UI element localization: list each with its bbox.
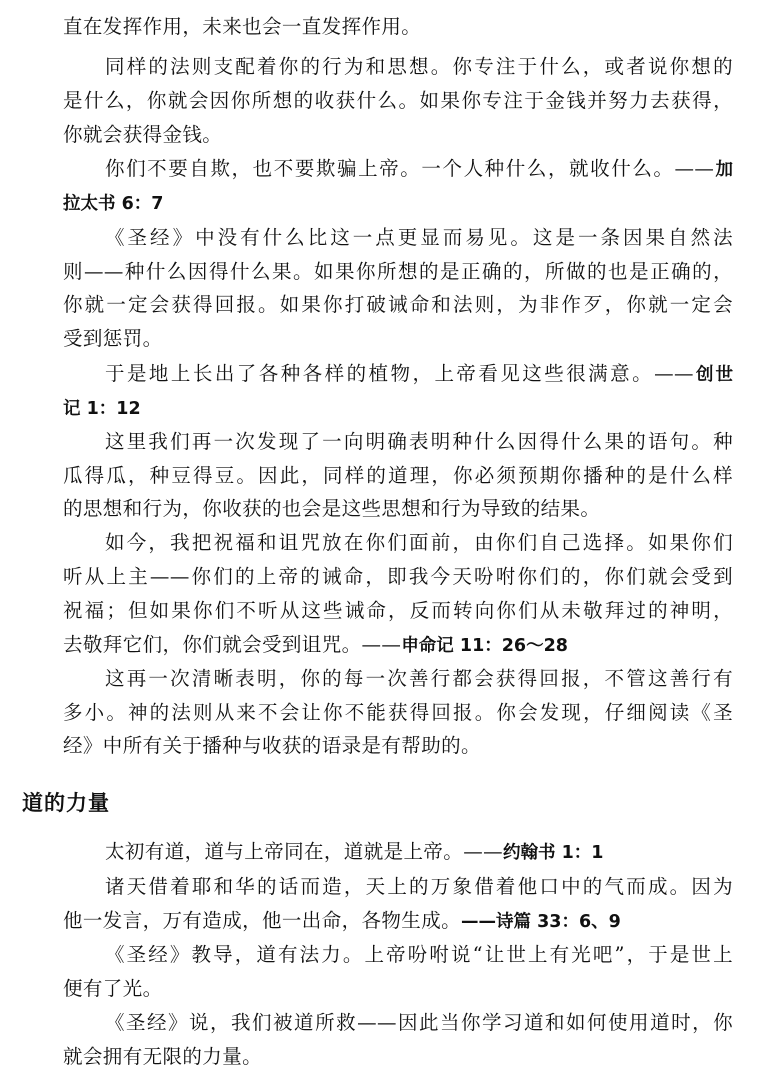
text-line: 《圣经》说，我们被道所救——因此当你学习道和如何使用道时，你: [105, 1011, 733, 1034]
scripture-quote: [63, 630, 733, 660]
scripture-quote: [63, 906, 733, 936]
quote-reference: 记 1：12: [63, 399, 141, 419]
text-line: 多小。神的法则从来不会让你不能获得回报。你会发现，仔细阅读《圣: [63, 701, 733, 724]
text-line: 《圣经》中没有什么比这一点更显而易见。这是一条因果自然法: [105, 226, 733, 249]
quote-text: 于是地上长出了各种各样的植物，上帝看见这些很满意。——: [105, 362, 694, 385]
quote-reference: 约翰书 1：1: [503, 843, 604, 863]
section-heading: 道的力量: [22, 791, 110, 815]
text-line: 你就一定会获得回报。如果你打破诫命和法则，为非作歹，你就一定会: [63, 293, 733, 316]
text-line: 经》中所有关于播种与收获的语录是有帮助的。: [63, 734, 481, 757]
text-line: 同样的法则支配着你的行为和思想。你专注于什么，或者说你想的: [105, 55, 733, 78]
quote-reference: 加: [714, 160, 734, 180]
scripture-quote-cont: [63, 393, 733, 423]
text-line: 就会拥有无限的力量。: [63, 1045, 263, 1068]
text-line: 听从上主——你们的上帝的诫命，即我今天吩咐你们的，你们就会受到: [63, 565, 733, 588]
text-line: 这再一次清晰表明，你的每一次善行都会获得回报，不管这善行有: [105, 667, 733, 690]
quote-text: 你们不要自欺，也不要欺骗上帝。一个人种什么，就收什么。——: [105, 157, 715, 180]
text-line: 直在发挥作用，未来也会一直发挥作用。: [63, 15, 422, 38]
text-line: 是什么，你就会因你所想的收获什么。如果你专注于金钱并努力去获得，: [63, 89, 733, 112]
text-line: 这里我们再一次发现了一向明确表明种什么因得什么果的语句。种: [105, 430, 733, 453]
text-line: 祝福；但如果你们不听从这些诫命，反而转向你们从未敬拜过的神明，: [63, 599, 733, 622]
quote-text: 去敬拜它们，你们就会受到诅咒。——: [63, 633, 402, 656]
text-line: 受到惩罚。: [63, 327, 163, 350]
text-line: 诸天借着耶和华的话而造，天上的万象借着他口中的气而成。因为: [105, 875, 733, 898]
scripture-quote: [105, 359, 733, 389]
quote-reference: ——诗篇 33：6、9: [461, 912, 621, 932]
text-line: 便有了光。: [63, 977, 163, 1000]
scripture-quote-cont: [63, 188, 733, 218]
text-line: 你就会获得金钱。: [63, 123, 223, 146]
text-line: 《圣经》教导，道有法力。上帝吩咐说“让世上有光吧”，于是世上: [105, 943, 733, 966]
text-line: 瓜得瓜，种豆得豆。因此，同样的道理，你必须预期你播种的是什么样: [63, 464, 733, 487]
quote-text: 他一发言，万有造成，他一出命，各物生成。: [63, 909, 462, 932]
quote-reference: 申命记 11：26～28: [401, 636, 568, 656]
text-line: 如今，我把祝福和诅咒放在你们面前，由你们自己选择。如果你们: [105, 531, 733, 554]
quote-reference: 拉太书 6：7: [63, 194, 164, 214]
quote-reference: 创世: [693, 365, 733, 385]
scripture-quote: [105, 837, 733, 867]
text-line: 的思想和行为，你收获的也会是这些思想和行为导致的结果。: [63, 497, 601, 520]
quote-text: 太初有道，道与上帝同在，道就是上帝。——: [105, 840, 504, 863]
scripture-quote: [105, 154, 733, 184]
text-line: 则——种什么因得什么果。如果你所想的是正确的，所做的也是正确的，: [63, 260, 733, 283]
